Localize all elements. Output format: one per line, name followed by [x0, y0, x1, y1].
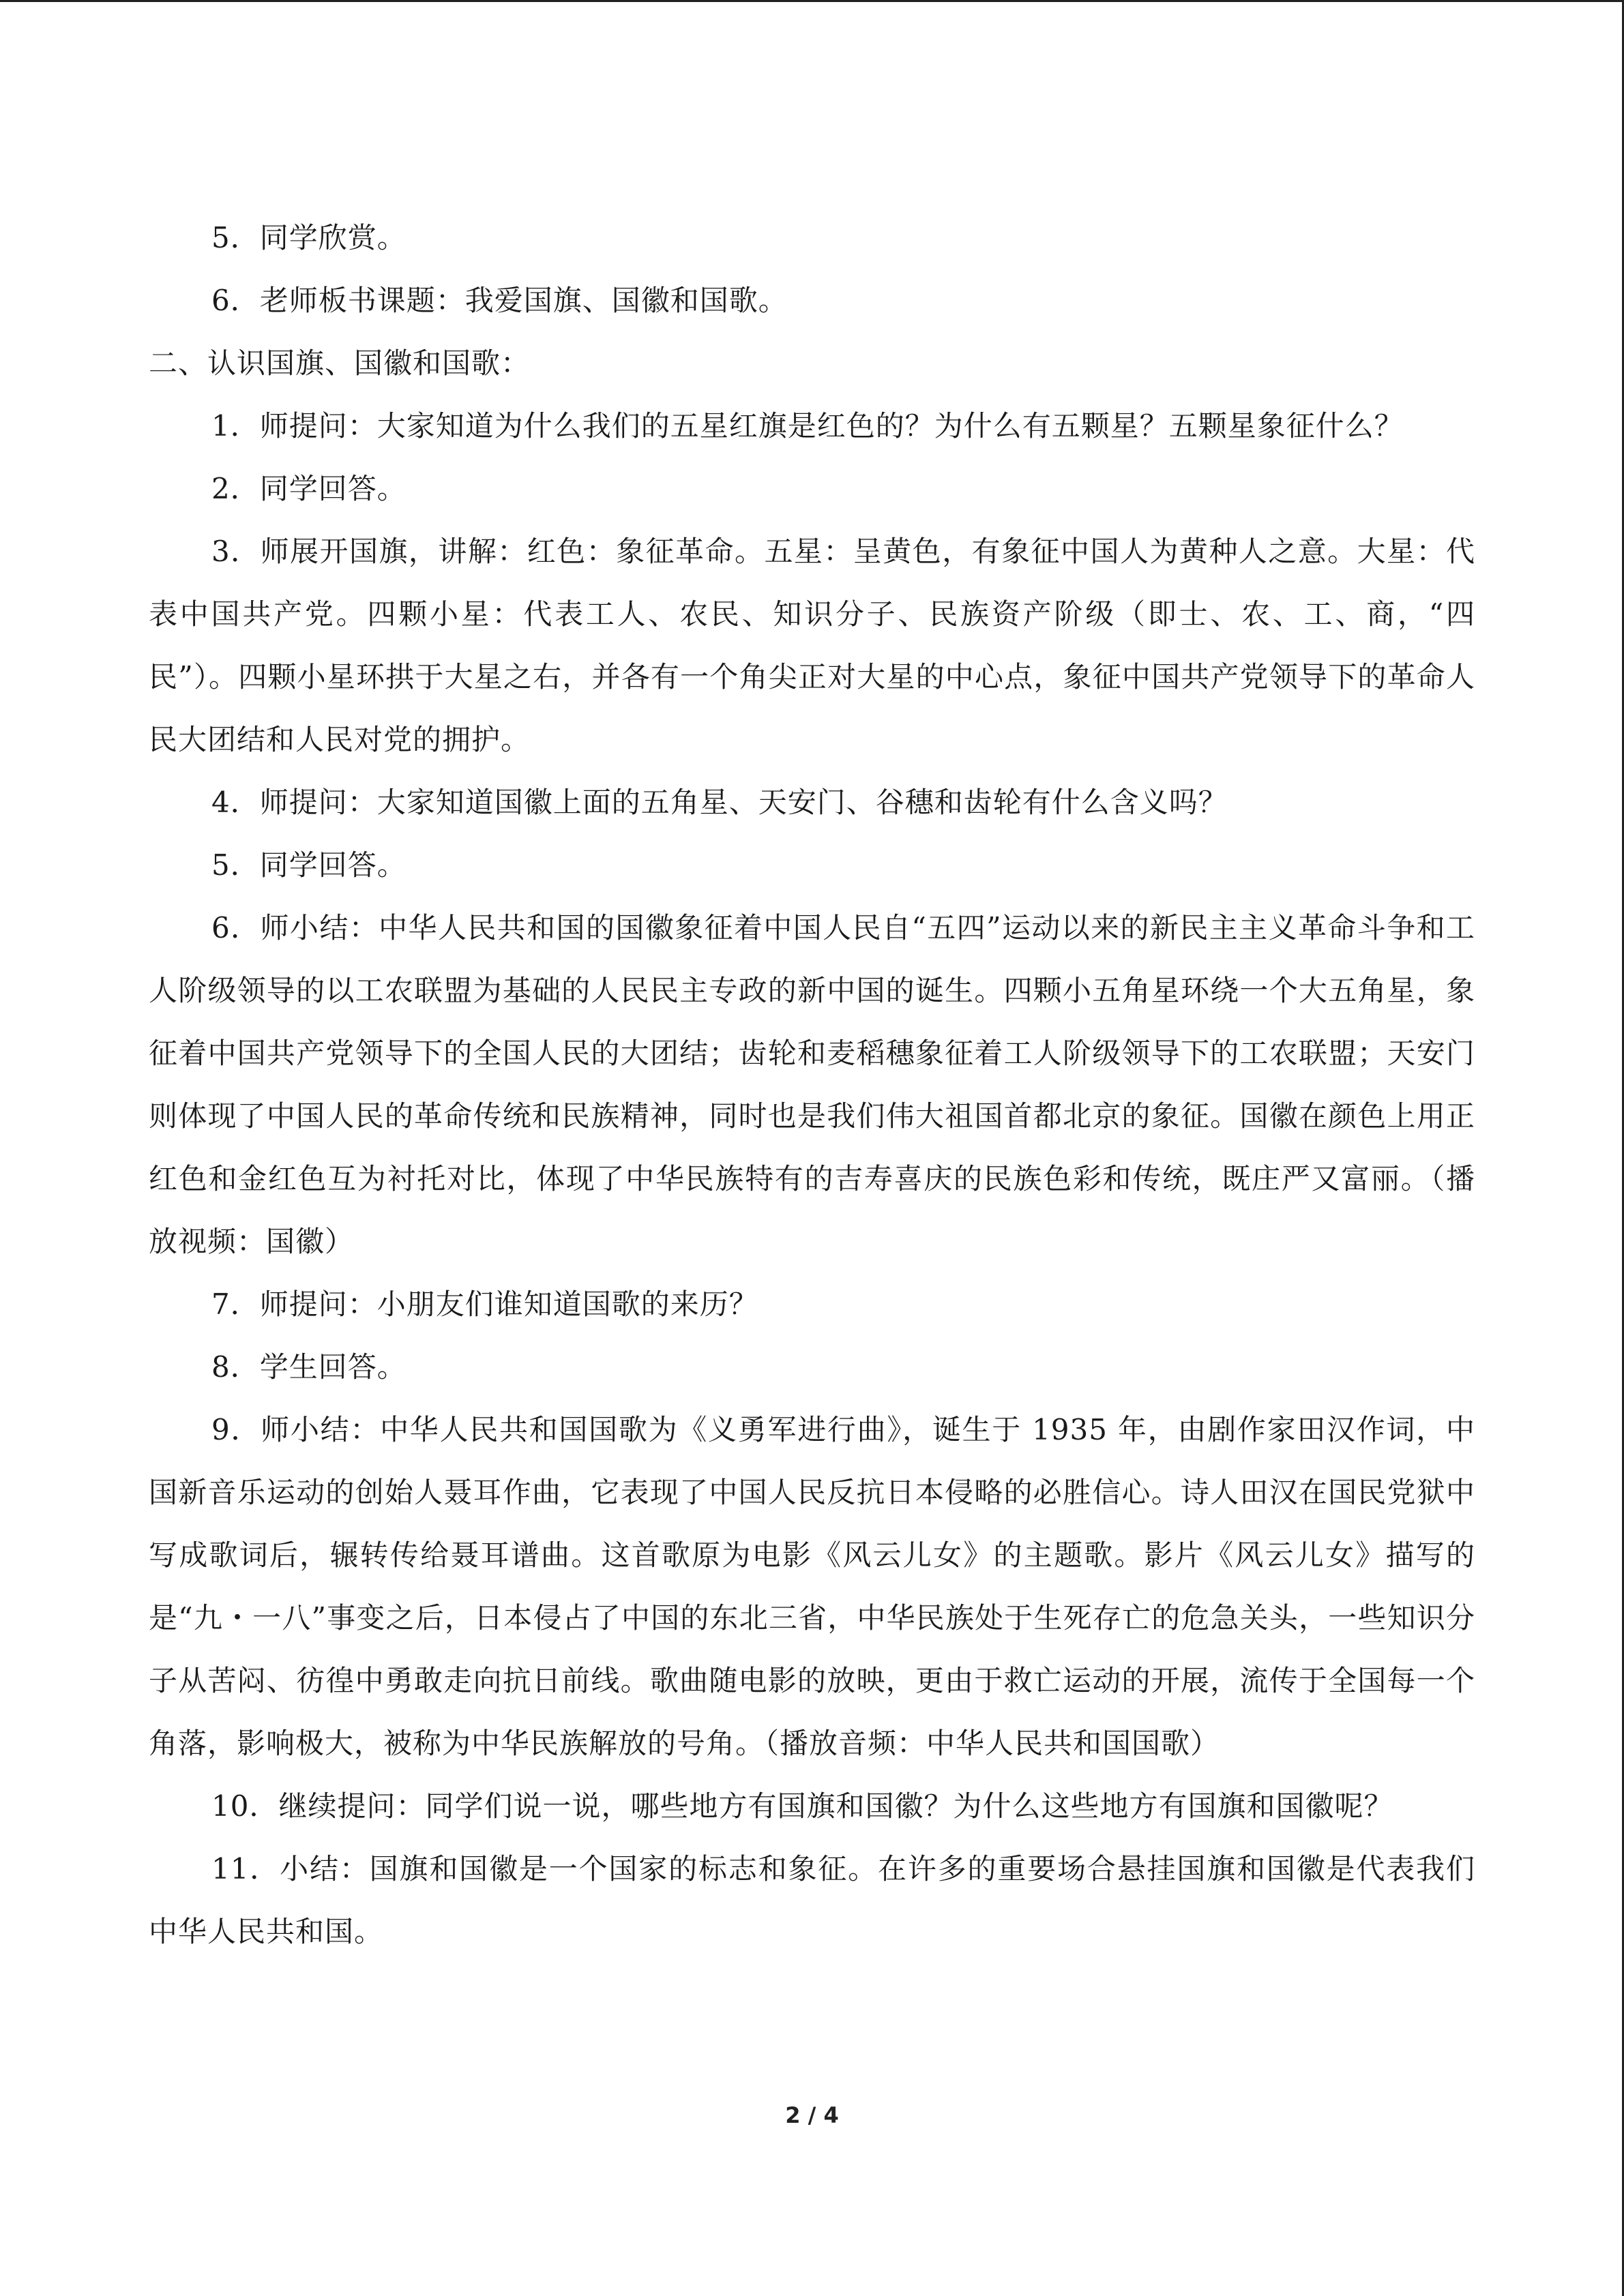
paragraph-item-6-emblem-summary: 6．师小结：中华人民共和国的国徽象征着中国人民自“五四”运动以来的新民主主义革命斗争和工人阶级领导的以工农联盟为基础的人民民主专政的新中国的诞生。四颗小五角星环绕一个大五角星，象征着中国共产党领导下的全国人民的大团结；齿轮和麦稻穗象征着工人阶级领导下的工农联盟；天安门则体现了中国人民的革命传统和民族精神，同时也是我们伟大祖国首都北京的象征。国徽在颜色上用正红色和金红色互为衬托对比，体现了中华民族特有的吉寿喜庆的民族色彩和传统，既庄严又富丽。（播放视频：国徽）	[149, 911, 1475, 1258]
paragraph-item-8-answer: 8．学生回答。	[211, 1350, 407, 1384]
paragraph-item-1-question: 1．师提问：大家知道为什么我们的五星红旗是红色的？为什么有五颗星？五颗星象征什么？	[211, 409, 1404, 443]
paragraph-item-10-followup: 10．继续提问：同学们说一说，哪些地方有国旗和国徽？为什么这些地方有国旗和国徽呢？	[211, 1789, 1393, 1823]
paragraph-item-5-answer: 5．同学回答。	[211, 848, 407, 882]
paragraph-item-2-answer: 2．同学回答。	[211, 472, 407, 505]
paragraph-item-4-emblem-question: 4．师提问：大家知道国徽上面的五角星、天安门、谷穗和齿轮有什么含义吗？	[211, 786, 1228, 819]
paragraph-item-5-appreciate: 5．同学欣赏。	[211, 221, 407, 254]
paragraph-item-3-flag-explanation: 3．师展开国旗，讲解：红色：象征革命。五星：呈黄色，有象征中国人为黄种人之意。大星：代表中国共产党。四颗小星：代表工人、农民、知识分子、民族资产阶级（即士、农、工、商，“四民”）。四颗小星环拱于大星之右，并各有一个角尖正对大星的中心点，象征中国共产党领导下的革命人民大团结和人民对党的拥护。	[149, 535, 1475, 756]
paragraph-item-11-summary: 11．小结：国旗和国徽是一个国家的标志和象征。在许多的重要场合悬挂国旗和国徽是代表我们中华人民共和国。	[149, 1852, 1475, 1948]
section-heading-2: 二、认识国旗、国徽和国歌：	[149, 346, 531, 380]
page-number: 2 / 4	[785, 2102, 839, 2128]
paragraph-item-7-anthem-question: 7．师提问：小朋友们谁知道国歌的来历？	[211, 1287, 758, 1321]
paragraph-item-9-anthem-summary: 9．师小结：中华人民共和国国歌为《义勇军进行曲》，诞生于 1935 年，由剧作家田汉作词，中国新音乐运动的创始人聂耳作曲，它表现了中国人民反抗日本侵略的必胜信心。诗人田汉在国民党狱中写成歌词后，辗转传给聂耳谱曲。这首歌原为电影《风云儿女》的主题歌。影片《风云儿女》描写的是“九・一八”事变之后，日本侵占了中国的东北三省，中华民族处于生死存亡的危急关头，一些知识分子从苦闷、彷徨中勇敢走向抗日前线。歌曲随电影的放映，更由于救亡运动的开展，流传于全国每一个角落，影响极大，被称为中华民族解放的号角。（播放音频：中华人民共和国国歌）	[149, 1413, 1475, 1760]
paragraph-item-6-title: 6．老师板书课题：我爱国旗、国徽和国歌。	[211, 284, 788, 317]
document-body	[149, 207, 1475, 1963]
